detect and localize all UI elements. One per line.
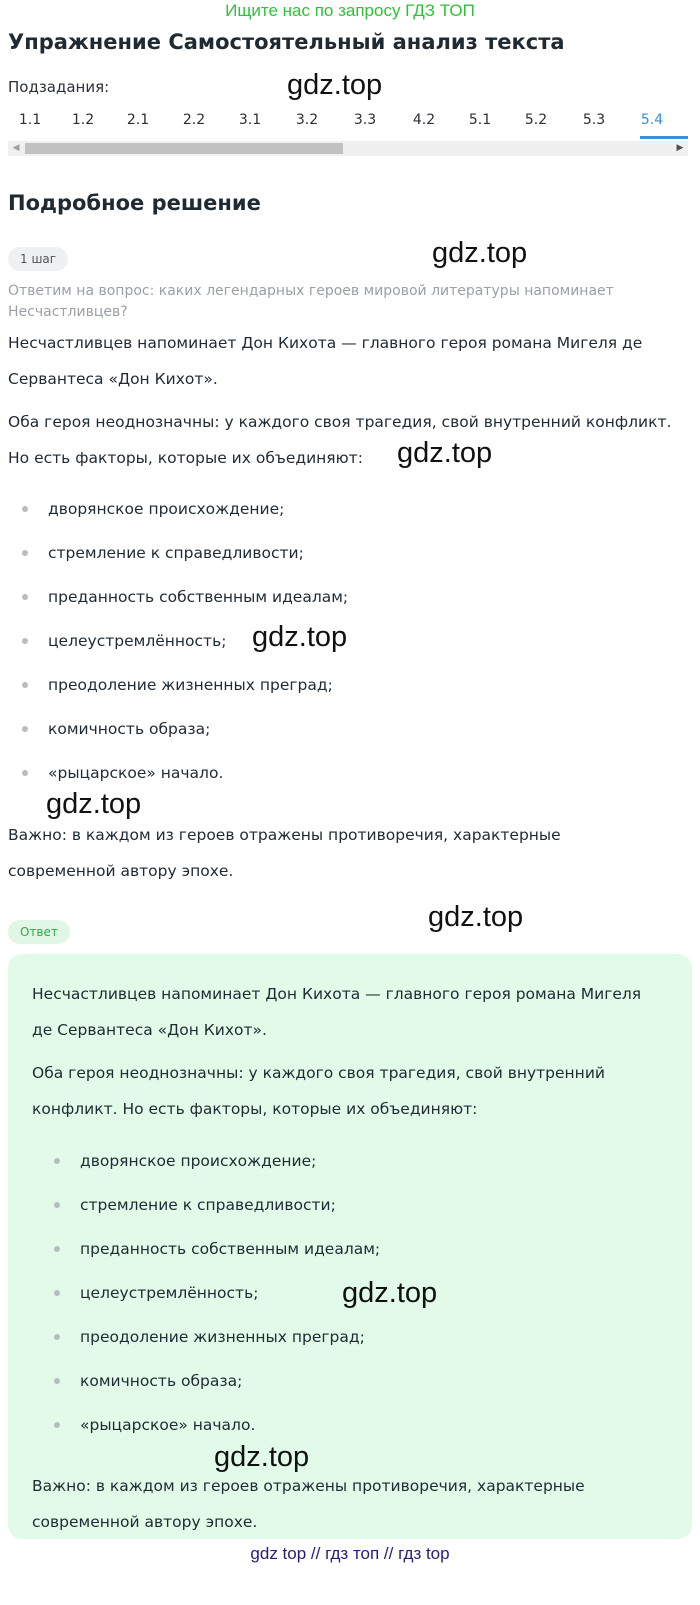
watermark: gdz.top — [432, 237, 528, 269]
answer-note — [32, 1468, 585, 1540]
bullet-icon — [54, 1202, 60, 1208]
list-item-text: преданность собственным идеалам; — [80, 1240, 381, 1258]
tab-4-2[interactable]: 4.2 — [412, 112, 436, 128]
list-item — [0, 710, 348, 754]
list-item-text: «рыцарское» начало. — [80, 1416, 256, 1434]
list-item-text: целеустремлённость; — [48, 632, 227, 650]
list-item — [32, 1362, 380, 1406]
answer-bullet-list — [32, 1142, 380, 1450]
list-item-text: «рыцарское» начало. — [48, 764, 224, 782]
scroll-left-icon[interactable]: ◀ — [12, 143, 20, 153]
bullet-icon — [22, 506, 28, 512]
bullet-icon — [22, 550, 28, 556]
scroll-right-icon[interactable]: ▶ — [676, 143, 684, 153]
tab-2-2[interactable]: 2.2 — [182, 112, 206, 128]
tab-5-3[interactable]: 5.3 — [582, 112, 606, 128]
list-item-text: дворянское происхождение; — [48, 500, 285, 518]
watermark: gdz.top — [252, 621, 348, 653]
bullet-icon — [22, 682, 28, 688]
horizontal-scrollbar[interactable] — [8, 141, 688, 156]
bullet-icon — [54, 1158, 60, 1164]
tab-5-2[interactable]: 5.2 — [524, 112, 548, 128]
subtask-tabs — [0, 108, 690, 138]
paragraph-line: де Сервантеса «Дон Кихот». — [32, 1021, 267, 1039]
bullet-icon — [22, 638, 28, 644]
paragraph-line: Сервантеса «Дон Кихот». — [8, 370, 218, 388]
tab-3-2[interactable]: 3.2 — [295, 112, 319, 128]
watermark: gdz.top — [287, 69, 383, 101]
answer-paragraph-2 — [32, 1055, 605, 1127]
tab-1-1[interactable]: 1.1 — [18, 112, 42, 128]
paragraph-line: современной автору эпохе. — [32, 1513, 258, 1531]
list-item — [32, 1406, 380, 1450]
scrollbar-thumb[interactable] — [25, 143, 343, 154]
list-item-text: стремление к справедливости; — [80, 1196, 336, 1214]
paragraph-line: Важно: в каждом из героев отражены противоречия, характерные — [32, 1477, 585, 1495]
list-item — [32, 1186, 380, 1230]
paragraph-line: Оба героя неоднозначны: у каждого своя трагедия, свой внутренний конфликт. — [8, 413, 672, 431]
bullet-icon — [54, 1422, 60, 1428]
bullet-icon — [54, 1246, 60, 1252]
answer-box — [8, 954, 692, 1539]
solution-paragraph-1 — [8, 325, 642, 397]
paragraph-line: Несчастливцев напоминает Дон Кихота — главного героя романа Мигеля — [32, 985, 642, 1003]
list-item-text: преданность собственным идеалам; — [48, 588, 349, 606]
watermark: gdz.top — [342, 1277, 438, 1309]
bullet-icon — [22, 770, 28, 776]
list-item-text: комичность образа; — [48, 720, 211, 738]
question-text — [8, 281, 668, 323]
paragraph-line: современной автору эпохе. — [8, 862, 234, 880]
list-item-text: преодоление жизненных преград; — [80, 1328, 365, 1346]
tab-5-1[interactable]: 5.1 — [468, 112, 492, 128]
paragraph-line: Важно: в каждом из героев отражены противоречия, характерные — [8, 826, 561, 844]
bullet-icon — [54, 1290, 60, 1296]
tab-3-3[interactable]: 3.3 — [353, 112, 377, 128]
watermark: gdz.top — [397, 437, 493, 469]
step-badge: 1 шаг — [8, 247, 68, 271]
top-banner: Ищите нас по запросу ГДЗ ТОП — [225, 1, 475, 20]
list-item-text: преодоление жизненных преград; — [48, 676, 333, 694]
answer-badge: Ответ — [8, 920, 70, 944]
list-item-text: дворянское происхождение; — [80, 1152, 317, 1170]
bullet-icon — [54, 1334, 60, 1340]
watermark: gdz.top — [46, 788, 142, 820]
solution-paragraph-2 — [8, 404, 671, 476]
list-item — [32, 1230, 380, 1274]
list-item — [32, 1274, 380, 1318]
bullet-icon — [54, 1378, 60, 1384]
paragraph-line: конфликт. Но есть факторы, которые их объединяют: — [32, 1100, 478, 1118]
watermark: gdz.top — [428, 901, 524, 933]
tab-1-2[interactable]: 1.2 — [71, 112, 95, 128]
active-tab-indicator — [640, 136, 688, 139]
tab-2-1[interactable]: 2.1 — [126, 112, 150, 128]
tab-5-4[interactable]: 5.4 — [640, 112, 664, 128]
list-item — [0, 578, 348, 622]
paragraph-line: Оба героя неоднозначны: у каждого своя трагедия, свой внутренний — [32, 1064, 605, 1082]
tab-3-1[interactable]: 3.1 — [238, 112, 262, 128]
list-item — [0, 534, 348, 578]
paragraph-line: Несчастливцев напоминает Дон Кихота — главного героя романа Мигеля де — [8, 334, 643, 352]
list-item — [0, 666, 348, 710]
bullet-icon — [22, 594, 28, 600]
page-title: Упражнение Самостоятельный анализ текста — [8, 30, 565, 54]
paragraph-line: Но есть факторы, которые их объединяют: — [8, 449, 363, 467]
watermark: gdz.top — [214, 1441, 310, 1473]
bullet-icon — [22, 726, 28, 732]
solution-title: Подробное решение — [8, 191, 261, 215]
list-item-text: стремление к справедливости; — [48, 544, 304, 562]
list-item — [32, 1318, 380, 1362]
answer-paragraph-1 — [32, 976, 641, 1048]
list-item-text: комичность образа; — [80, 1372, 243, 1390]
list-item — [32, 1142, 380, 1186]
list-item — [0, 490, 348, 534]
list-item-text: целеустремлённость; — [80, 1284, 259, 1302]
solution-note — [8, 817, 561, 889]
subtasks-label: Подзадания: — [8, 78, 110, 96]
footer-links[interactable]: gdz top // гдз топ // гдз top — [250, 1544, 450, 1563]
question-line: Ответим на вопрос: каких легендарных героев мировой литературы напоминает — [8, 283, 614, 299]
question-line: Несчастливцев? — [8, 304, 128, 320]
